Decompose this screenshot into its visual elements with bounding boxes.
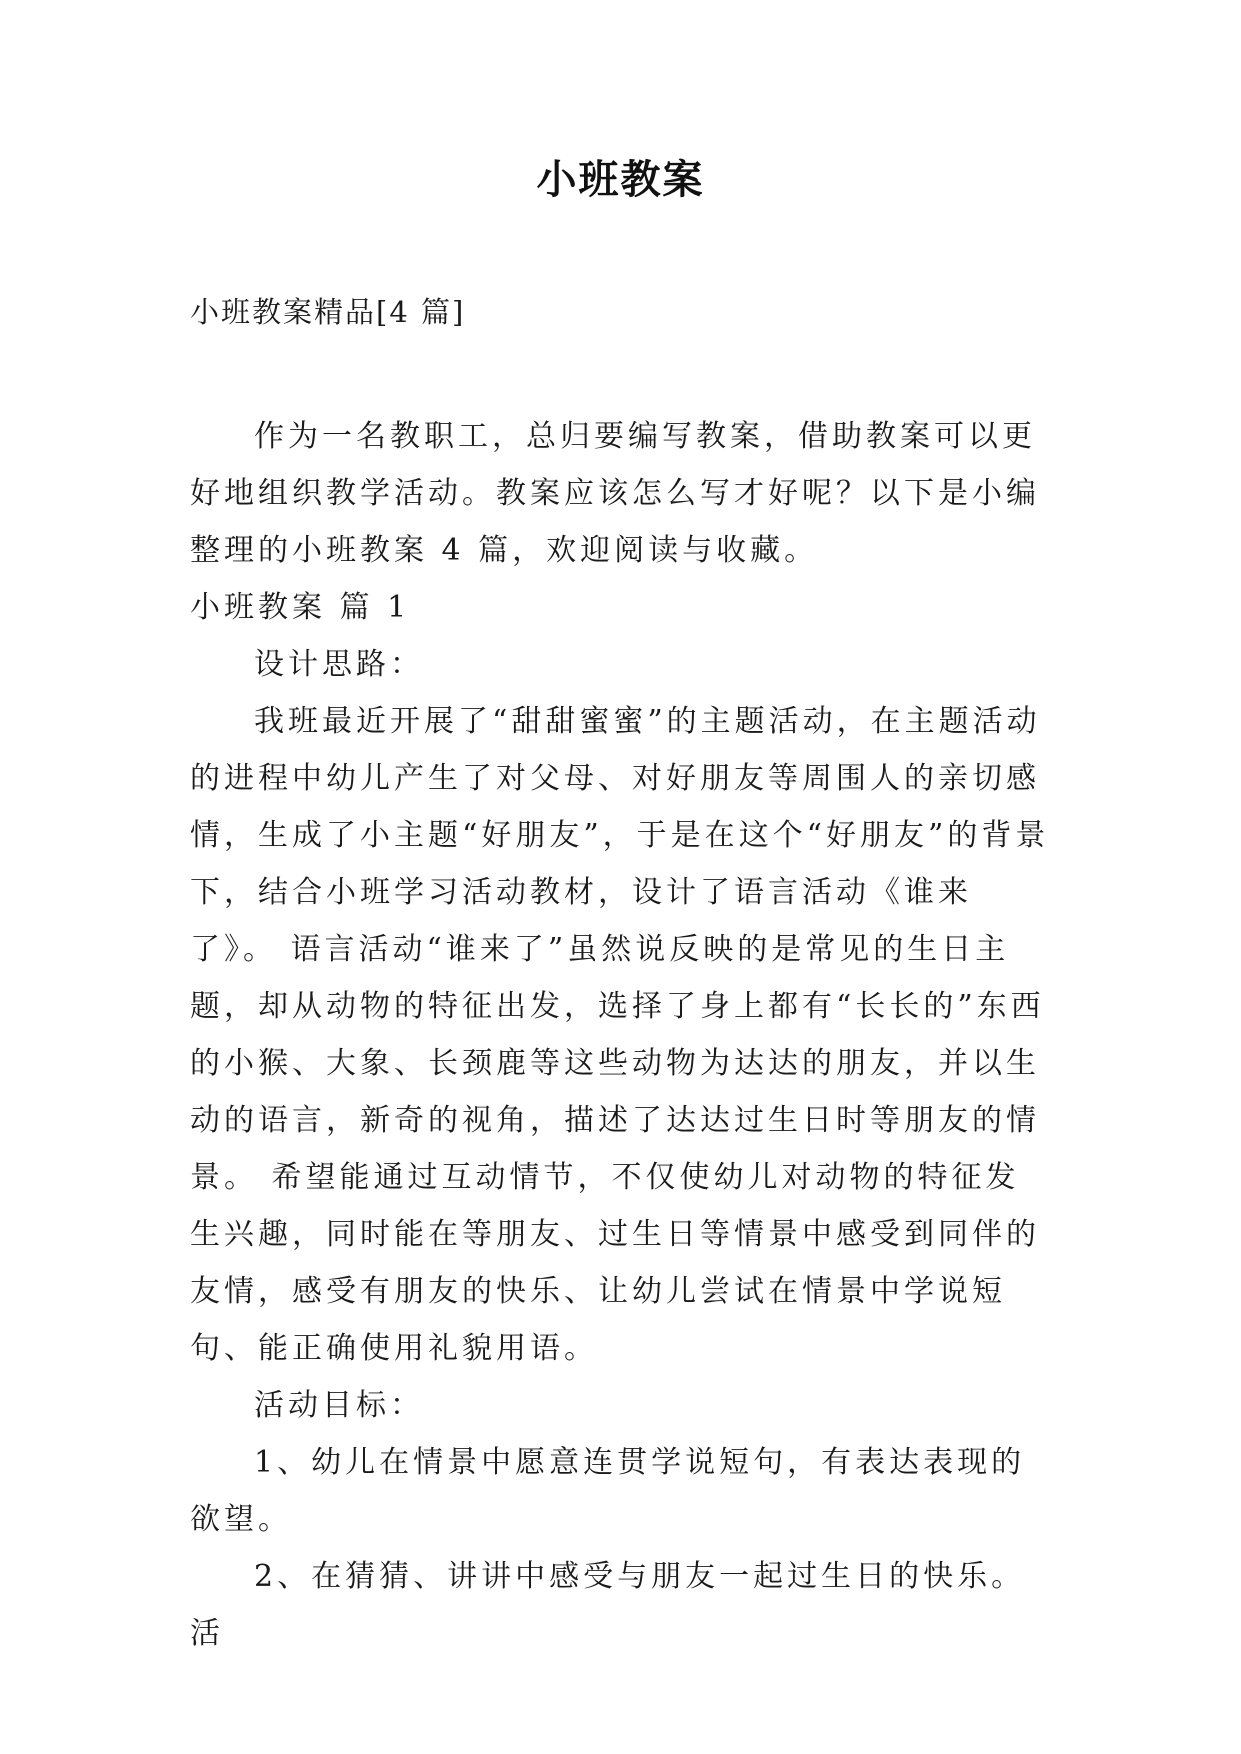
- goal-item-2: 2、在猜猜、讲讲中感受与朋友一起过生日的快乐。活: [190, 1559, 1026, 1651]
- section-heading: 小班教案 篇 1: [190, 590, 411, 625]
- goals-heading: 活动目标：: [254, 1388, 424, 1423]
- design-heading: 设计思路：: [254, 647, 424, 682]
- document-subtitle: 小班教案精品[4 篇]: [190, 295, 466, 329]
- document-title: 小班教案: [536, 157, 705, 203]
- intro-paragraph: 作为一名教职工，总归要编写教案，借助教案可以更好地组织教学活动。教案应该怎么写才好呢？以下是小编整理的小班教案 4 篇，欢迎阅读与收藏。: [190, 419, 1040, 568]
- design-paragraph: 我班最近开展了“甜甜蜜蜜”的主题活动，在主题活动的进程中幼儿产生了对父母、对好朋友等周围人的亲切感情，生成了小主题“好朋友”，于是在这个“好朋友”的背景下，结合小班学习活动教材，设计了语言活动《谁来了》。 语言活动“谁来了”虽然说反映的是常见的生日主题，却从动物的特征出发，选择了身上都有“长长的”东西的小猴、大象、长颈鹿等这些动物为达达的朋友，并以生动的语言，新奇的视角，描述了达达过生日时等朋友的情景。 希望能通过互动情节，不仅使幼儿对动物的特征发生兴趣，同时能在等朋友、过生日等情景中感受到同伴的友情，感受有朋友的快乐、让幼儿尝试在情景中学说短句、能正确使用礼貌用语。: [190, 704, 1050, 1366]
- goal-item-1: 1、幼儿在情景中愿意连贯学说短句，有表达表现的欲望。: [190, 1445, 1026, 1537]
- document-body: [190, 408, 1052, 1662]
